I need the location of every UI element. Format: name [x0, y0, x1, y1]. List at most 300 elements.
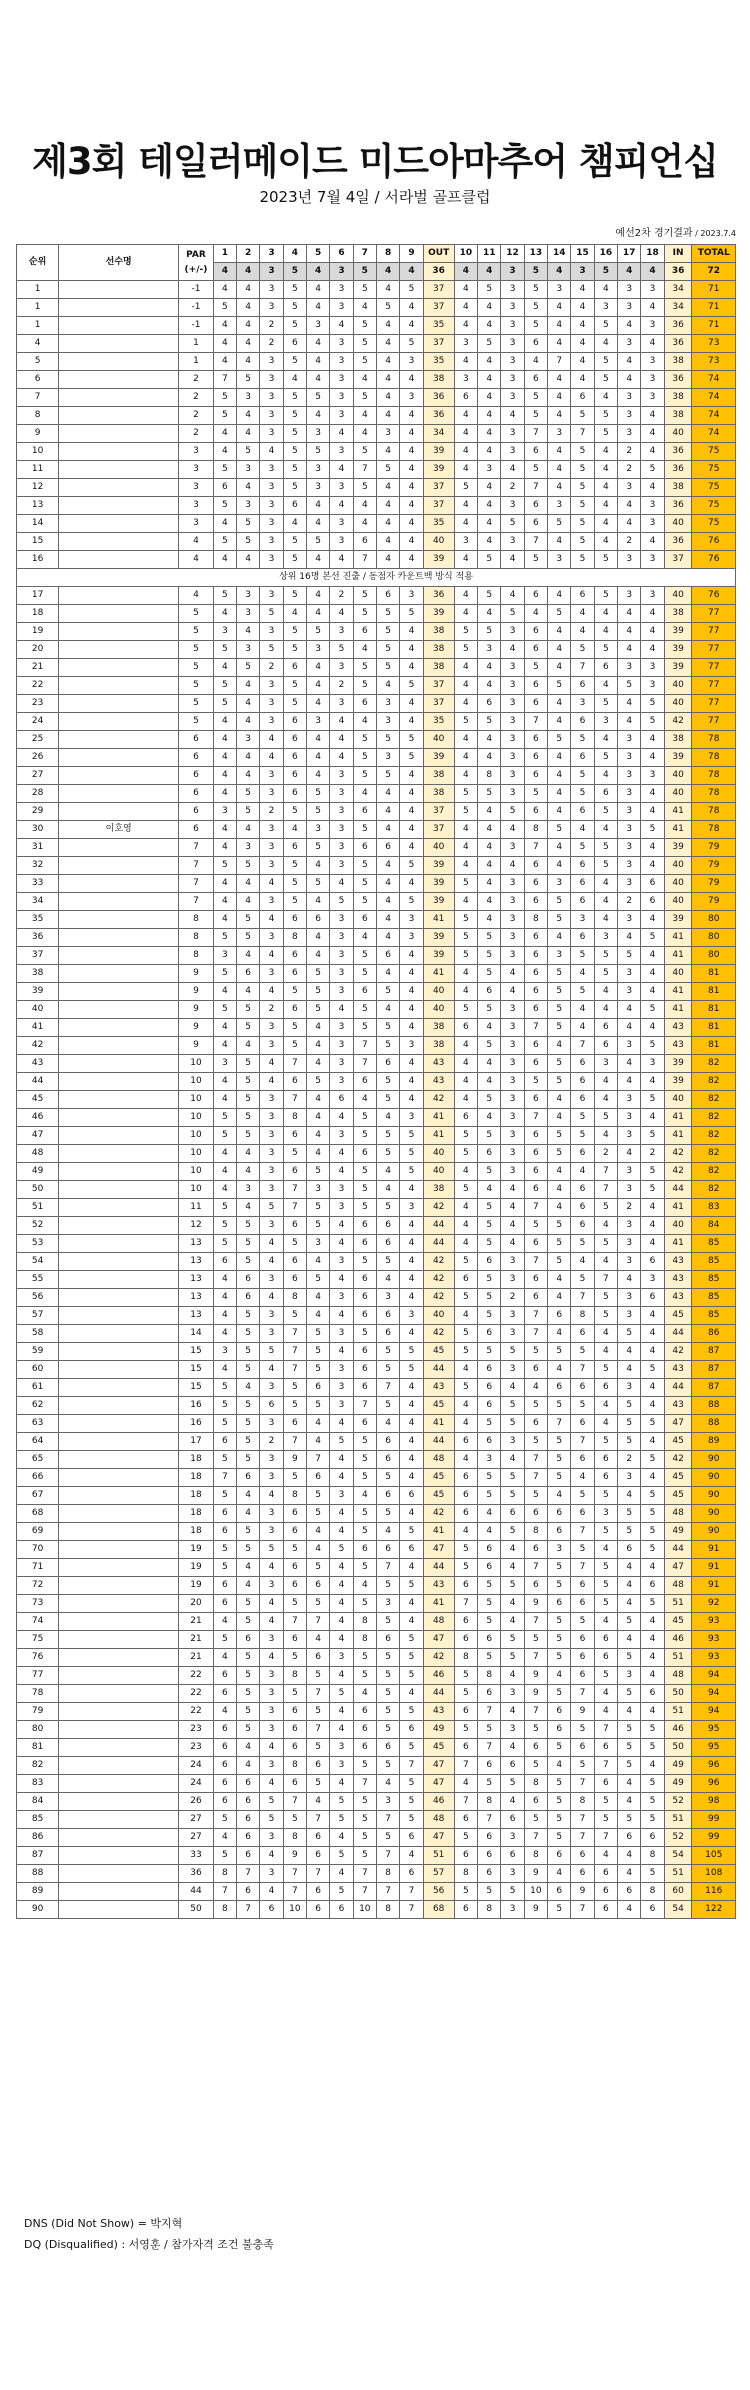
hole-score: 4 [376, 371, 399, 389]
hole-score: 6 [283, 1253, 306, 1271]
hole-score: 5 [237, 515, 260, 533]
hole-score: 6 [594, 1649, 617, 1667]
table-row [17, 1775, 736, 1793]
hole-score: 5 [283, 983, 306, 1001]
hole-score: 4 [548, 641, 571, 659]
total-score: 74 [692, 389, 736, 407]
hole-score: 5 [478, 1595, 501, 1613]
hole-score: 6 [524, 1793, 547, 1811]
header-hole: 7 [353, 245, 376, 263]
hole-score: 3 [330, 929, 353, 947]
qualification-notice: 상위 16명 본선 진출 / 동점자 카운트백 방식 적용 [17, 569, 736, 587]
hole-score: 4 [213, 1649, 236, 1667]
hole-score: 4 [306, 1415, 329, 1433]
out-score: 35 [423, 353, 454, 371]
hole-score: 8 [283, 1829, 306, 1847]
hole-score: 5 [400, 1145, 423, 1163]
hole-score: 2 [618, 443, 641, 461]
hole-score: 6 [524, 515, 547, 533]
hole-score: 3 [260, 893, 283, 911]
hole-score: 4 [454, 605, 477, 623]
hole-score: 7 [478, 1739, 501, 1757]
hole-score: 4 [641, 425, 664, 443]
hole-score: 3 [306, 821, 329, 839]
total-score: 95 [692, 1721, 736, 1739]
in-score: 51 [664, 1649, 692, 1667]
hole-score: 4 [283, 371, 306, 389]
par-diff: 18 [179, 1469, 213, 1487]
hole-score: 6 [237, 1271, 260, 1289]
hole-score: 5 [376, 731, 399, 749]
hole-score: 3 [260, 1109, 283, 1127]
total-score: 77 [692, 641, 736, 659]
hole-score: 5 [353, 767, 376, 785]
hole-score: 3 [618, 1127, 641, 1145]
hole-score: 4 [400, 641, 423, 659]
table-row [17, 1829, 736, 1847]
total-score: 76 [692, 551, 736, 569]
hole-score: 6 [571, 1055, 594, 1073]
hole-score: 4 [478, 731, 501, 749]
hole-score: 3 [501, 371, 524, 389]
rank: 85 [17, 1811, 59, 1829]
hole-score: 4 [330, 551, 353, 569]
round-name: 예선2차 경기결과 [615, 228, 693, 239]
hole-score: 5 [571, 1343, 594, 1361]
hole-score: 6 [454, 1631, 477, 1649]
out-score: 40 [423, 1307, 454, 1325]
hole-score: 5 [353, 479, 376, 497]
hole-score: 4 [594, 1343, 617, 1361]
hole-score: 5 [524, 1721, 547, 1739]
hole-score: 4 [501, 1559, 524, 1577]
player-name [59, 1145, 179, 1163]
hole-score: 5 [353, 335, 376, 353]
hole-score: 3 [260, 695, 283, 713]
hole-score: 4 [330, 1109, 353, 1127]
hole-score: 7 [237, 1901, 260, 1919]
hole-score: 2 [330, 587, 353, 605]
player-name [59, 1109, 179, 1127]
in-score: 46 [664, 1721, 692, 1739]
hole-score: 4 [330, 1865, 353, 1883]
hole-score: 3 [501, 1145, 524, 1163]
hole-score: 3 [571, 695, 594, 713]
hole-score: 4 [237, 353, 260, 371]
hole-score: 3 [260, 1703, 283, 1721]
hole-score: 4 [548, 1271, 571, 1289]
hole-score: 5 [353, 443, 376, 461]
hole-score: 5 [571, 443, 594, 461]
hole-score: 4 [618, 1793, 641, 1811]
hole-score: 5 [548, 1253, 571, 1271]
hole-score: 3 [260, 461, 283, 479]
in-score: 44 [664, 1541, 692, 1559]
out-score: 47 [423, 1757, 454, 1775]
hole-score: 4 [306, 281, 329, 299]
hole-score: 2 [618, 461, 641, 479]
in-score: 45 [664, 1307, 692, 1325]
total-score: 88 [692, 1415, 736, 1433]
hole-score: 5 [594, 1523, 617, 1541]
player-name [59, 929, 179, 947]
hole-score: 6 [571, 749, 594, 767]
hole-score: 5 [353, 1595, 376, 1613]
hole-score: 4 [454, 695, 477, 713]
hole-score: 4 [237, 551, 260, 569]
hole-score: 6 [454, 1901, 477, 1919]
hole-score: 4 [306, 695, 329, 713]
par-diff: 7 [179, 839, 213, 857]
hole-score: 3 [260, 1019, 283, 1037]
hole-score: 4 [594, 461, 617, 479]
hole-score: 4 [260, 443, 283, 461]
player-name [59, 551, 179, 569]
hole-score: 5 [478, 1199, 501, 1217]
rank: 13 [17, 497, 59, 515]
hole-score: 5 [594, 857, 617, 875]
hole-score: 4 [260, 749, 283, 767]
player-name [59, 947, 179, 965]
hole-score: 4 [376, 821, 399, 839]
hole-score: 3 [330, 443, 353, 461]
total-score: 90 [692, 1523, 736, 1541]
hole-score: 8 [571, 1307, 594, 1325]
hole-score: 4 [237, 1505, 260, 1523]
hole-score: 5 [524, 299, 547, 317]
hole-score: 4 [501, 1739, 524, 1757]
hole-score: 5 [213, 695, 236, 713]
hole-score: 6 [571, 677, 594, 695]
par-diff: 18 [179, 1523, 213, 1541]
hole-score: 4 [548, 857, 571, 875]
in-score: 38 [664, 479, 692, 497]
hole-score: 5 [237, 1721, 260, 1739]
hole-score: 5 [213, 929, 236, 947]
hole-score: 4 [306, 1055, 329, 1073]
hole-score: 4 [641, 1397, 664, 1415]
hole-score: 4 [376, 551, 399, 569]
out-score: 42 [423, 1505, 454, 1523]
in-score: 39 [664, 749, 692, 767]
out-score: 41 [423, 1523, 454, 1541]
hole-score: 5 [283, 1649, 306, 1667]
hole-score: 5 [524, 1397, 547, 1415]
hole-score: 3 [330, 1127, 353, 1145]
hole-score: 3 [501, 839, 524, 857]
out-score: 41 [423, 965, 454, 983]
total-score: 89 [692, 1433, 736, 1451]
table-row [17, 1613, 736, 1631]
hole-score: 5 [306, 623, 329, 641]
par-diff: 13 [179, 1307, 213, 1325]
table-row [17, 1865, 736, 1883]
total-score: 85 [692, 1271, 736, 1289]
hole-score: 7 [571, 1811, 594, 1829]
hole-score: 5 [376, 1703, 399, 1721]
hole-score: 6 [353, 533, 376, 551]
hole-score: 5 [548, 1433, 571, 1451]
hole-score: 8 [641, 1883, 664, 1901]
hole-score: 5 [548, 1631, 571, 1649]
total-score: 122 [692, 1901, 736, 1919]
out-score: 45 [423, 1343, 454, 1361]
hole-score: 3 [618, 1469, 641, 1487]
hole-score: 2 [618, 1199, 641, 1217]
hole-score: 6 [376, 1307, 399, 1325]
hole-score: 6 [641, 1829, 664, 1847]
hole-score: 6 [283, 1775, 306, 1793]
hole-score: 4 [641, 749, 664, 767]
round-date: / 2023.7.4 [692, 229, 736, 238]
table-row [17, 1307, 736, 1325]
hole-score: 6 [618, 1829, 641, 1847]
hole-score: 5 [283, 551, 306, 569]
hole-score: 4 [548, 587, 571, 605]
hole-score: 4 [330, 1217, 353, 1235]
hole-score: 3 [501, 1091, 524, 1109]
rank: 45 [17, 1091, 59, 1109]
hole-score: 6 [260, 1397, 283, 1415]
hole-score: 6 [283, 767, 306, 785]
hole-score: 4 [641, 1757, 664, 1775]
hole-score: 4 [306, 1289, 329, 1307]
hole-score: 5 [478, 785, 501, 803]
hole-score: 6 [524, 623, 547, 641]
hole-score: 5 [571, 983, 594, 1001]
hole-score: 3 [454, 533, 477, 551]
hole-score: 3 [501, 1109, 524, 1127]
hole-score: 7 [213, 1883, 236, 1901]
hole-score: 3 [618, 1109, 641, 1127]
hole-score: 5 [376, 1505, 399, 1523]
total-score: 82 [692, 1145, 736, 1163]
hole-score: 5 [353, 1451, 376, 1469]
rank: 53 [17, 1235, 59, 1253]
in-score: 39 [664, 1055, 692, 1073]
hole-score: 6 [524, 443, 547, 461]
hole-score: 2 [260, 335, 283, 353]
out-score: 38 [423, 1181, 454, 1199]
rank: 75 [17, 1631, 59, 1649]
hole-score: 4 [330, 1613, 353, 1631]
hole-score: 6 [376, 1631, 399, 1649]
hole-score: 3 [618, 731, 641, 749]
hole-score: 4 [213, 1703, 236, 1721]
rank: 25 [17, 731, 59, 749]
hole-score: 4 [641, 1631, 664, 1649]
hole-score: 6 [283, 1523, 306, 1541]
in-score: 39 [664, 623, 692, 641]
hole-score: 4 [641, 785, 664, 803]
hole-score: 3 [260, 1307, 283, 1325]
hole-score: 6 [641, 1577, 664, 1595]
total-score: 81 [692, 965, 736, 983]
rank: 29 [17, 803, 59, 821]
hole-score: 5 [548, 1235, 571, 1253]
hole-score: 3 [501, 1325, 524, 1343]
hole-score: 5 [283, 641, 306, 659]
hole-score: 5 [478, 1001, 501, 1019]
hole-score: 5 [353, 857, 376, 875]
table-row [17, 875, 736, 893]
total-score: 85 [692, 1253, 736, 1271]
hole-score: 5 [376, 1613, 399, 1631]
hole-score: 3 [501, 443, 524, 461]
rank: 70 [17, 1541, 59, 1559]
hole-score: 5 [571, 839, 594, 857]
hole-score: 3 [376, 1289, 399, 1307]
in-score: 38 [664, 605, 692, 623]
par-diff: 24 [179, 1757, 213, 1775]
hole-score: 6 [548, 1721, 571, 1739]
table-row [17, 551, 736, 569]
in-score: 39 [664, 659, 692, 677]
par-diff: 13 [179, 1289, 213, 1307]
player-name [59, 749, 179, 767]
table-row [17, 407, 736, 425]
hole-score: 4 [306, 1541, 329, 1559]
hole-score: 4 [478, 317, 501, 335]
in-score: 42 [664, 1163, 692, 1181]
out-score: 37 [423, 695, 454, 713]
hole-score: 4 [618, 1865, 641, 1883]
hole-score: 8 [478, 1793, 501, 1811]
hole-score: 3 [330, 1397, 353, 1415]
hole-score: 7 [524, 1199, 547, 1217]
out-score: 47 [423, 1631, 454, 1649]
hole-score: 3 [641, 515, 664, 533]
in-score: 40 [664, 677, 692, 695]
hole-score: 4 [618, 641, 641, 659]
hole-score: 4 [641, 335, 664, 353]
hole-score: 6 [237, 1847, 260, 1865]
table-row [17, 1415, 736, 1433]
hole-score: 5 [306, 389, 329, 407]
in-score: 45 [664, 1613, 692, 1631]
total-score: 87 [692, 1361, 736, 1379]
hole-score: 7 [524, 1325, 547, 1343]
hole-score: 3 [501, 281, 524, 299]
hole-score: 4 [237, 677, 260, 695]
hole-score: 3 [330, 767, 353, 785]
hole-score: 4 [618, 1001, 641, 1019]
table-row [17, 1883, 736, 1901]
hole-score: 4 [353, 515, 376, 533]
hole-score: 7 [571, 1685, 594, 1703]
hole-score: 3 [501, 659, 524, 677]
hole-score: 4 [641, 1343, 664, 1361]
hole-score: 8 [353, 1631, 376, 1649]
hole-score: 3 [330, 515, 353, 533]
in-score: 52 [664, 1793, 692, 1811]
table-row [17, 425, 736, 443]
hole-score: 6 [524, 965, 547, 983]
hole-score: 3 [501, 1253, 524, 1271]
hole-score: 3 [330, 1181, 353, 1199]
hole-score: 5 [594, 803, 617, 821]
hole-score: 5 [306, 1325, 329, 1343]
hole-score: 5 [260, 605, 283, 623]
header-par [179, 245, 213, 281]
total-score: 116 [692, 1883, 736, 1901]
hole-score: 4 [353, 713, 376, 731]
hole-score: 4 [594, 1685, 617, 1703]
hole-score: 3 [260, 587, 283, 605]
hole-score: 5 [213, 1487, 236, 1505]
out-score: 43 [423, 1577, 454, 1595]
hole-score: 5 [641, 1739, 664, 1757]
hole-score: 4 [618, 713, 641, 731]
header-hole: 18 [641, 245, 664, 263]
par-diff: 22 [179, 1685, 213, 1703]
hole-score: 3 [618, 983, 641, 1001]
hole-score: 3 [260, 551, 283, 569]
total-score: 71 [692, 317, 736, 335]
hole-score: 4 [260, 1487, 283, 1505]
hole-score: 6 [353, 1541, 376, 1559]
hole-score: 5 [454, 1559, 477, 1577]
hole-score: 3 [618, 857, 641, 875]
hole-score: 6 [306, 1883, 329, 1901]
in-score: 38 [664, 407, 692, 425]
hole-score: 4 [376, 1001, 399, 1019]
hole-score: 4 [330, 461, 353, 479]
hole-score: 5 [306, 443, 329, 461]
hole-score: 8 [454, 1649, 477, 1667]
hole-score: 4 [330, 1307, 353, 1325]
hole-par: 4 [478, 263, 501, 281]
hole-score: 5 [213, 1235, 236, 1253]
hole-score: 6 [524, 1415, 547, 1433]
hole-score: 5 [524, 461, 547, 479]
hole-score: 3 [330, 335, 353, 353]
hole-score: 3 [260, 1865, 283, 1883]
hole-score: 4 [400, 839, 423, 857]
table-row [17, 1487, 736, 1505]
hole-score: 5 [478, 1289, 501, 1307]
out-score: 39 [423, 857, 454, 875]
hole-score: 3 [501, 947, 524, 965]
player-name [59, 1739, 179, 1757]
hole-score: 5 [306, 1487, 329, 1505]
hole-score: 5 [618, 1613, 641, 1631]
par-diff: 16 [179, 1415, 213, 1433]
hole-score: 4 [376, 929, 399, 947]
in-score: 43 [664, 1019, 692, 1037]
hole-score: 5 [400, 1343, 423, 1361]
table-row [17, 353, 736, 371]
hole-score: 5 [306, 1271, 329, 1289]
hole-score: 3 [501, 713, 524, 731]
in-score: 40 [664, 893, 692, 911]
table-row [17, 1379, 736, 1397]
hole-score: 5 [454, 1721, 477, 1739]
hole-score: 4 [478, 407, 501, 425]
page-title: 제3회 테일러메이드 미드아마추어 챔피언십 [32, 140, 718, 183]
total-score: 81 [692, 1019, 736, 1037]
hole-score: 3 [260, 929, 283, 947]
rank: 66 [17, 1469, 59, 1487]
hole-score: 4 [213, 443, 236, 461]
in-score: 45 [664, 1487, 692, 1505]
hole-score: 6 [571, 857, 594, 875]
hole-score: 9 [571, 1883, 594, 1901]
hole-score: 3 [618, 299, 641, 317]
hole-score: 4 [260, 1253, 283, 1271]
hole-score: 6 [571, 1181, 594, 1199]
hole-score: 6 [454, 1703, 477, 1721]
